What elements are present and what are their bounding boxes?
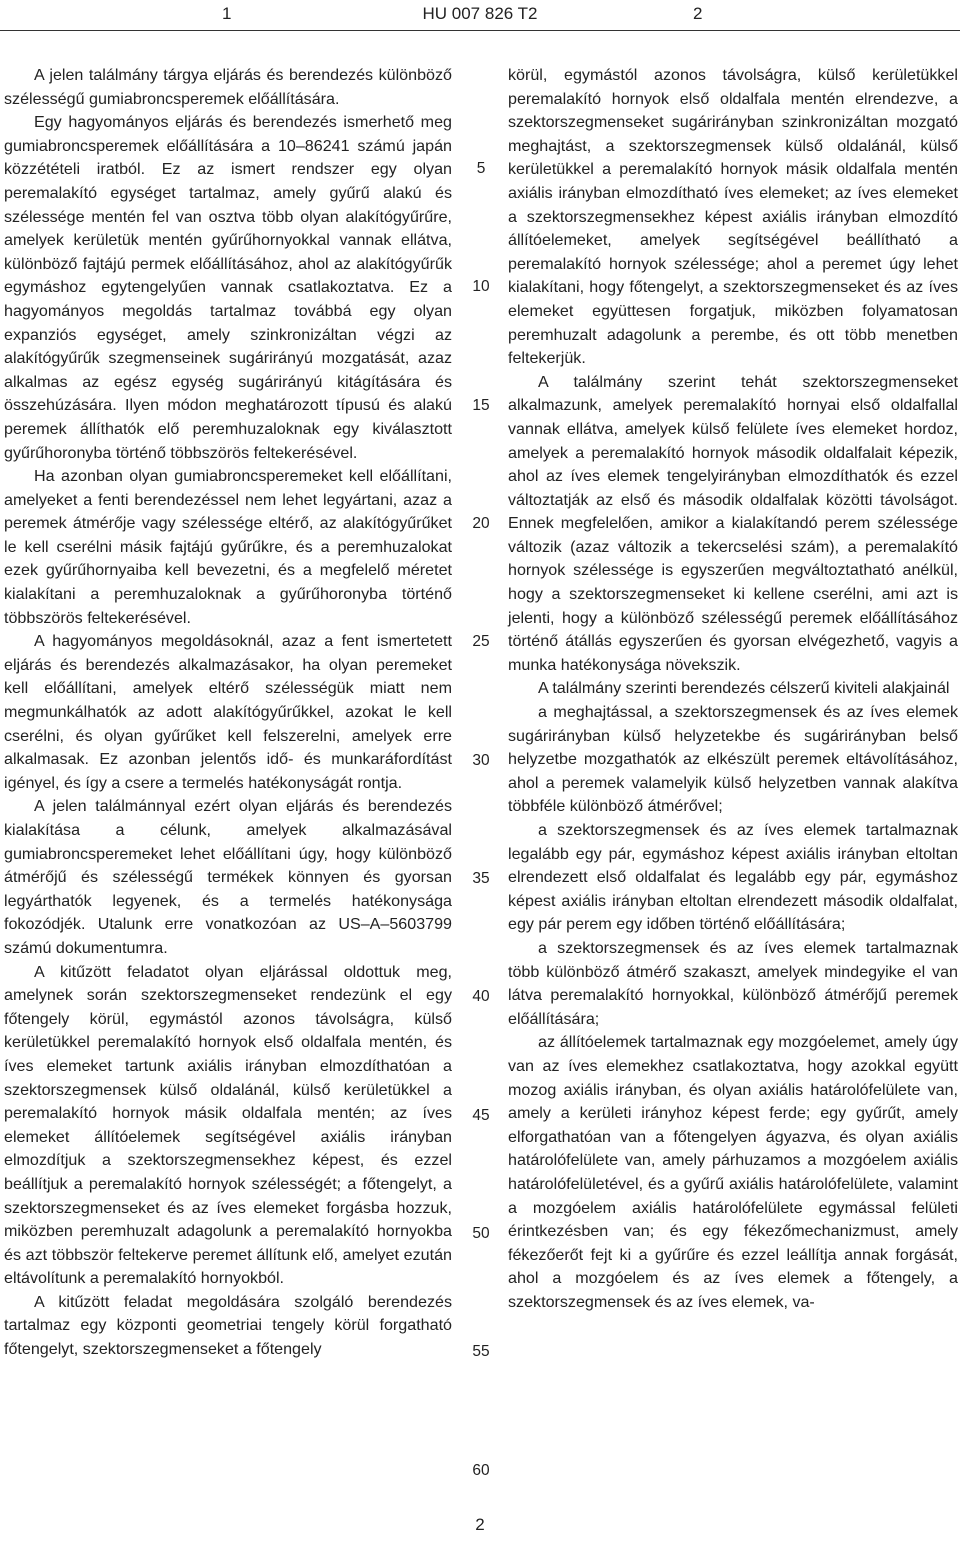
paragraph: a szektorszegmensek és az íves elemek tartalmaznak több különböző átmérő szakaszt, amelyek mindegyike el van látva peremalakító hornyokkal, különböző átmérőjű peremek előállítására;: [508, 938, 958, 1028]
line-number: 10: [472, 278, 490, 295]
paragraph: A találmány szerint tehát szektorszegmenseket alkalmazunk, amelyek peremalakító hornyai első oldalfallal vannak ellátva, amelyek külső felülete íves elemeket hordoz, amelyek a peremalakító hornyok második oldalfalait képezik, ahol az íves elemek tengelyirányban elmozdíthatók és ezzel változtatják az első és második oldalfalak közötti távolságot. Ennek megfelelően, amikor a kialakítandó perem szélessége változik (azaz változik a tekercselési szám), a peremalakító hornyok szélessége is egyszerűen megváltoztatható anélkül, hogy a szektorszegmenseket ki kellene cserélni, ami azt is jelenti, hogy a különböző szélességű peremek előállításához történő átállás egyszerűen és gyorsan elvégezhető, vagyis a munka hatékonysága növekszik.: [508, 372, 958, 674]
line-number: 60: [472, 1462, 490, 1479]
paragraph: A hagyományos megoldásoknál, azaz a fent ismertetett eljárás és berendezés alkalmazásakor, ha olyan peremeket kell előállítani, amelyek eltérő szélességük miatt nem megmunkálhatók az adott alakítógyűrűkkel, azokat le kell cserélni, és olyan gyűrűket kell felszerelni, amelyek erre alkalmasak. Ez azonban jelentős idő- és munkaráfordítást igényel, és így a csere a termelés hatékonyságát rontja.: [4, 632, 452, 792]
line-number: 30: [472, 752, 490, 769]
line-number: 25: [472, 633, 490, 650]
line-number: 40: [472, 988, 490, 1005]
left-column: [4, 64, 452, 1362]
paragraph: Ha azonban olyan gumiabroncsperemeket kell előállítani, amelyeket a fenti berendezéssel nem lehet legyártani, azaz a peremek átmérője vagy szélessége eltérő, az alakítógyűrűket le kell cserélni másik fajtájú gyűrűkre, és a peremhuzalokat ezek gyűrűhornyaiba kell bevezetni, és a megfelelő méretet kialakítani a peremhuzaloknak a gyűrűhoronyba történő többszörös feltekerésével.: [4, 467, 452, 627]
paragraph: A találmány szerinti berendezés célszerű kiviteli alakjainál: [538, 679, 950, 698]
line-number: 45: [472, 1107, 490, 1124]
header-rule: [0, 30, 960, 31]
page-footer-number: 2: [475, 1515, 485, 1534]
line-number: 50: [472, 1225, 490, 1242]
line-number: 5: [476, 160, 486, 177]
line-number: 35: [472, 870, 490, 887]
line-number: 55: [472, 1343, 490, 1360]
paragraph: A jelen találmány tárgya eljárás és berendezés különböző szélességű gumiabroncsperemek előállítására.: [4, 66, 452, 108]
paragraph: körül, egymástól azonos távolságra, külső kerületükkel peremalakító hornyok első oldalfala mentén elrendezve, a szektorszegmenseket sugárirányban szinkronizáltan mozgató meghajtást, a szektorszegmensek külső oldalánál, külső kerületükkel a peremalakító hornyok másik oldalfala mentén axiális irányban elmozdítható íves elemeket; az íves elemeket a szektorszegmensekhez képest axiális irányban elmozdító állítóelemeket, amelyek segítségével beállítható a peremalakító hornyok szélessége; ahol a peremet úgy lehet kialakítani, hogy főtengelyt, a szektorszegmenseket és az íves elemeket együttesen forgatjuk, miközben folyamatosan peremhuzalt adagolunk a perembe, és ott több menetben feltekerjük.: [508, 66, 958, 368]
paragraph: A kitűzött feladat megoldására szolgáló berendezés tartalmaz egy központi geometriai tengely körül forgatható főtengelyt, szektorszegmenseket a főtengely: [4, 1292, 452, 1359]
paragraph: A jelen találmánnyal ezért olyan eljárás és berendezés kialakítása a célunk, amelyek alkalmazásával gumiabroncsperemeket lehet előállítani úgy, hogy különböző átmérőjű és szélességű termékek könnyen és gyorsan legyárthatók legyenek, és a termelés hatékonysága fokozódjék. Utalunk erre vonatkozóan az US–A–5603799 számú dokumentumra.: [4, 797, 452, 957]
left-page-number: 1: [222, 4, 232, 23]
right-column: [508, 64, 958, 1314]
line-number: 15: [472, 397, 490, 414]
document-number: HU 007 826 T2: [422, 4, 538, 23]
paragraph: A kitűzött feladatot olyan eljárással oldottuk meg, amelynek során szektorszegmenseket rendezünk el egy főtengely körül, egymástól azonos távolságra, külső kerületükkel peremalakító hornyok első oldalfala mentén, és íves elemeket tartunk axiális irányban elmozdíthatóan a szektorszegmensek külső oldalánál, külső kerületükkel a peremalakító hornyok másik oldalfala mentén; az íves elemeket állítóelemek segítségével axiális irányban elmozdítjuk a szektorszegmensekhez képest, és ezzel beállítjuk a peremalakító hornyok szélességét; a főtengelyt, a szektorszegmenseket és az íves elemeket forgásba hozzuk, miközben peremhuzalt adagolunk a peremalakító hornyokba és azt többször feltekerve peremet állítunk elő, amelyet ezután eltávolítunk a peremalakító hornyokból.: [4, 962, 452, 1288]
paragraph: a szektorszegmensek és az íves elemek tartalmaznak legalább egy pár, egymáshoz képest axiális irányban eltoltan elrendezett első oldalfalat és legalább egy pár, egymáshoz képest axiális irányban eltoltan elrendezett második oldalfalat, egy pár perem egy időben történő előállítására;: [508, 821, 958, 934]
paragraph: az állítóelemek tartalmaznak egy mozgóelemet, amely úgy van az íves elemekhez csatlakoztatva, hogy azokkal együtt mozog axiális irányban, és olyan axiális határolófelülete van, amely a kerületi irányhoz képest ferde; egy gyűrűt, amely elforgathatóan van a főtengelyen ágyazva, és olyan axiális határolófelülete van, amely párhuzamos a mozgóelem axiális határolófelületével, és a gyűrű axiális határolófelülete, valamint a mozgóelem axiális határolófelülete egymással felületi érintkezésben van; és egy fékezőmechanizmust, amely fékezőerőt fejt ki a gyűrűre és ezzel leállítja annak forgását, ahol a mozgóelem és az íves elemek a főtengely, a szektorszegmensek és az íves elemek, va-: [508, 1033, 958, 1311]
right-page-number: 2: [693, 4, 703, 23]
paragraph: Egy hagyományos eljárás és berendezés ismerhető meg gumiabroncsperemek előállítására a 10–86241 számú japán közzétételi iratból. Ez az ismert rendszer egy olyan peremalakító egységet tartalmaz, amely gyűrű alakú és szélessége mentén fel van osztva több olyan alakítógyűrűre, amelyek kerületük mentén gyűrűhornyokkal vannak ellátva, különböző fajtájú permek előállításához, ahol az alakítógyűrűk egymáshoz egytengelyűen vannak csatlakoztatva. Ez a hagyományos megoldás tartalmaz továbbá egy olyan expanziós egységet, amely szinkronizáltan végzi az alakítógyűrűk szegmenseinek sugárirányú mozgatását, azaz alkalmas az egész egység sugárirányú kitágítására és összehúzására. Ilyen módon meghatározott típusú és alakú peremek állíthatók elő peremhuzaloknak egy kiválasztott gyűrűhoronyba történő többszörös feltekerésével.: [4, 113, 452, 462]
line-number: 20: [472, 515, 490, 532]
paragraph: a meghajtással, a szektorszegmensek és az íves elemek sugárirányban külső helyzetekbe és sugárirányban belső helyzetbe mozgathatók az elkészült peremek eltávolításához, ahol a peremek valamelyik külső helyzetben vannak alakítva többféle különböző átmérővel;: [508, 703, 958, 816]
